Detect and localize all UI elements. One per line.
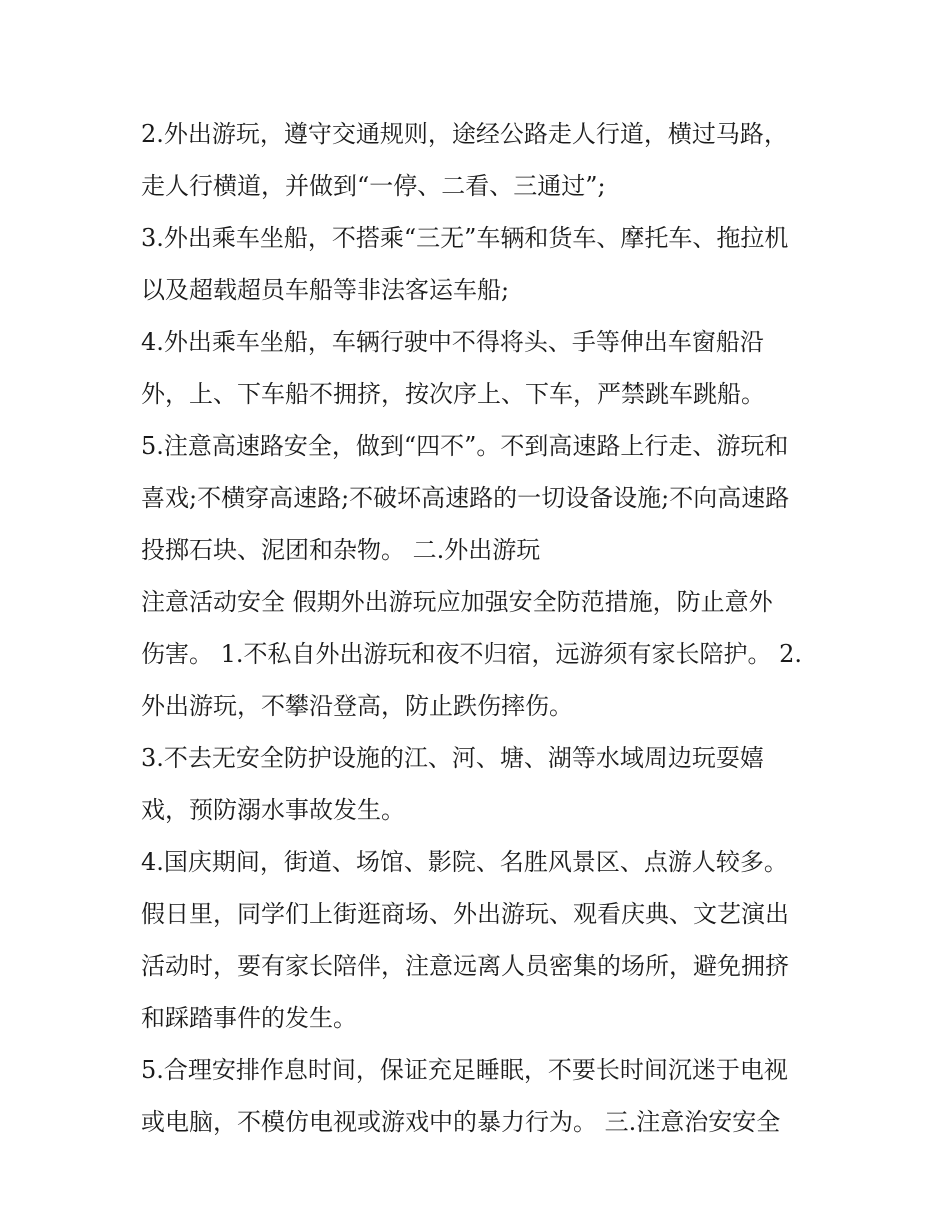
text-line: 注意活动安全 假期外出游玩应加强安全防范措施，防止意外 <box>141 588 773 616</box>
text-line: 喜戏;不横穿高速路;不破坏高速路的一切设备设施;不向高速路 <box>141 484 790 512</box>
text-line: 假日里，同学们上街逛商场、外出游玩、观看庆典、文艺演出 <box>141 900 789 928</box>
text-line: 伤害。 1.不私自外出游玩和夜不归宿，远游须有家长陪护。 2. <box>141 640 803 668</box>
text-line: 外出游玩，不攀沿登高，防止跌伤摔伤。 <box>141 692 573 720</box>
text-line: 以及超载超员车船等非法客运车船; <box>141 276 510 304</box>
text-line: 4.国庆期间，街道、场馆、影院、名胜风景区、点游人较多。 <box>141 848 788 876</box>
text-line: 5.合理安排作息时间，保证充足睡眠，不要长时间沉迷于电视 <box>141 1056 788 1084</box>
text-line: 3.外出乘车坐船，不搭乘“三无”车辆和货车、摩托车、拖拉机 <box>141 224 789 252</box>
text-line: 走人行横道，并做到“一停、二看、三通过”; <box>141 172 606 200</box>
text-line: 戏，预防溺水事故发生。 <box>141 796 405 824</box>
text-line: 活动时，要有家长陪伴，注意远离人员密集的场所，避免拥挤 <box>141 952 789 980</box>
text-line: 4.外出乘车坐船，车辆行驶中不得将头、手等伸出车窗船沿 <box>141 328 764 356</box>
document-body <box>141 108 821 1148</box>
text-line: 和踩踏事件的发生。 <box>141 1004 357 1032</box>
text-line: 外，上、下车船不拥挤，按次序上、下车，严禁跳车跳船。 <box>141 380 765 408</box>
text-line: 5.注意高速路安全，做到“四不”。不到高速路上行走、游玩和 <box>141 432 789 460</box>
text-line: 3.不去无安全防护设施的江、河、塘、湖等水域周边玩耍嬉 <box>141 744 764 772</box>
text-line: 投掷石块、泥团和杂物。 二.外出游玩 <box>141 536 541 564</box>
text-line: 或电脑，不模仿电视或游戏中的暴力行为。 三.注意治安安全 <box>141 1108 781 1136</box>
text-line: 2.外出游玩，遵守交通规则，途经公路走人行道，横过马路， <box>141 120 788 148</box>
